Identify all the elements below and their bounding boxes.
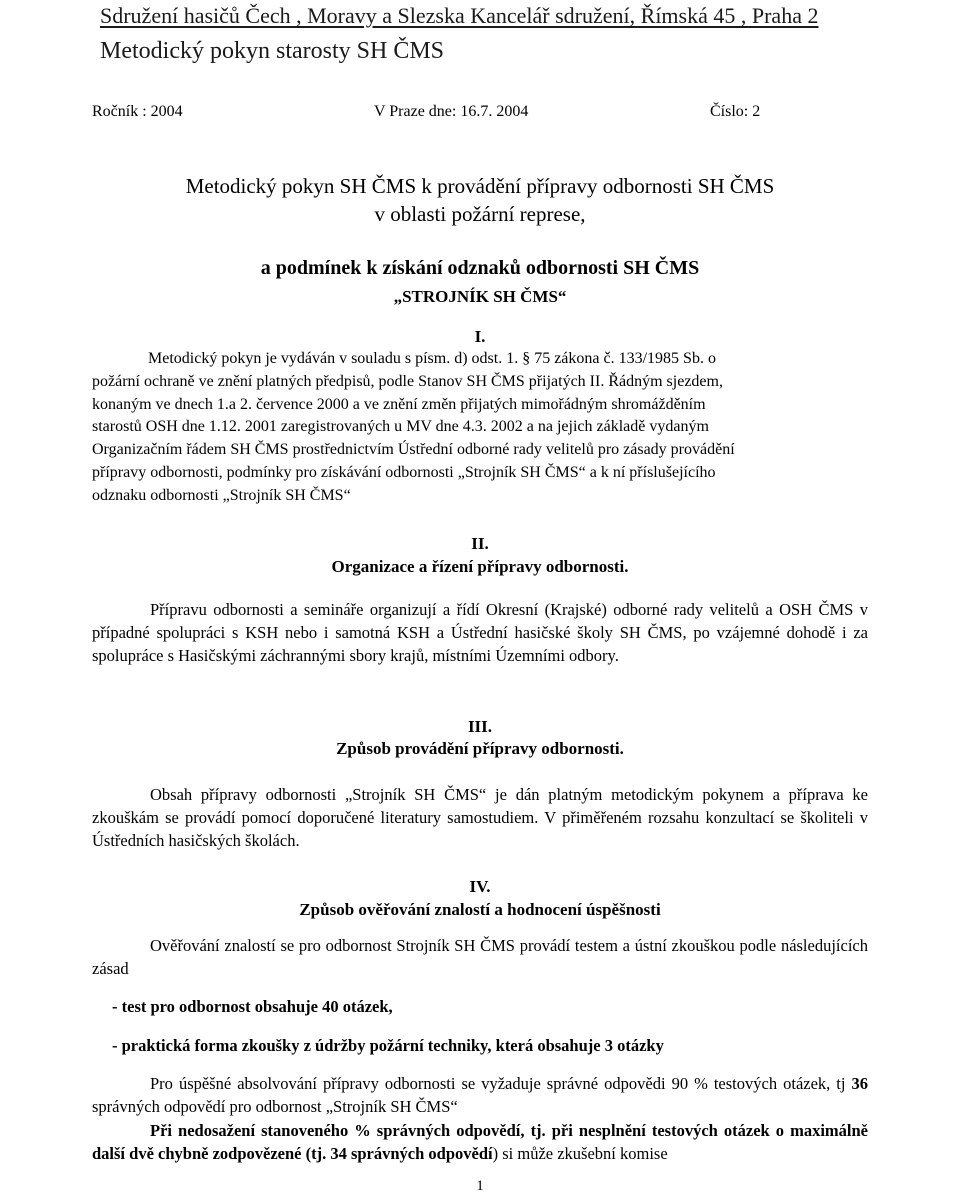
required-correct-count: 36 xyxy=(851,1074,868,1093)
section-1-number: I. xyxy=(474,327,486,346)
section-1-line: starostů OSH dne 1.12. 2001 zaregistrovaných u MV dne 4.3. 2002 a na jejich základě vydaným xyxy=(92,418,709,436)
section-4-body: Ověřování znalostí se pro odbornost Strojník SH ČMS provádí testem a ústní zkouškou podle následujících zásad xyxy=(92,936,868,978)
section-4-title: Způsob ověřování znalostí a hodnocení úspěšnosti xyxy=(299,900,661,919)
section-3-body: Obsah přípravy odbornosti „Strojník SH ČMS“ je dán platným metodickým pokynem a příprava ke zkouškám se provádí pomocí doporučené literatury samostudiem. V přiměřeném rozsahu konzultací se školiteli v Ústředních hasičských školách. xyxy=(92,785,868,850)
section-1-line: konaným ve dnech 1.a 2. července 2000 a ve znění změn přijatých mimořádným shromážděním xyxy=(92,395,706,413)
page-number: 1 xyxy=(476,1178,484,1194)
volume-label: Ročník : 2004 xyxy=(92,103,183,120)
requirement-item: - praktická forma zkoušky z údržby požární techniky, která obsahuje 3 otázky xyxy=(112,1036,664,1055)
organization-header: Sdružení hasičů Čech , Moravy a Slezska Kancelář sdružení, Římská 45 , Praha 2 xyxy=(100,3,819,28)
document-title-line-4: „STROJNÍK SH ČMS“ xyxy=(393,287,567,306)
section-1-body xyxy=(92,348,868,508)
document-title-line-2: v oblasti požární represe, xyxy=(374,202,586,226)
section-3-number: III. xyxy=(467,717,493,736)
section-2-title: Organizace a řízení přípravy odbornosti. xyxy=(331,557,629,576)
section-3-title: Způsob provádění přípravy odbornosti. xyxy=(336,739,624,758)
section-1-line: požární ochraně ve znění platných předpisů, podle Stanov SH ČMS přijatých II. Řádným sjezdem, xyxy=(92,372,723,390)
section-1-line: přípravy odbornosti, podmínky pro získávání odbornosti „Strojník SH ČMS“ a k ní příslušejícího xyxy=(92,463,716,481)
section-2-body: Přípravu odbornosti a semináře organizují a řídí Okresní (Krajské) odborné rady velitelů a OSH ČMS v případné spolupráci s KSH nebo i samotná KSH a Ústřední hasičské školy SH ČMS, po vzájemné dohodě i za spolupráce s Hasičskými záchrannými sbory krajů, místními Územními odbory. xyxy=(92,600,868,665)
requirement-item: - test pro odbornost obsahuje 40 otázek, xyxy=(112,997,393,1016)
failure-text-bold: Při nedosažení stanoveného % správných odpovědí, tj. při nesplnění testových otázek o maximálně další dvě chybně zodpovězené (tj. 34 správných odpovědí xyxy=(92,1121,868,1163)
place-date: V Praze dne: 16.7. 2004 xyxy=(374,103,529,120)
document-title-line-1: Metodický pokyn SH ČMS k provádění přípravy odbornosti SH ČMS xyxy=(185,174,775,198)
section-4-failure-paragraph xyxy=(92,1120,868,1166)
section-1-line: odznaku odbornosti „Strojník SH ČMS“ xyxy=(92,486,351,504)
section-4-success-paragraph xyxy=(92,1073,868,1119)
document-title-line-3: a podmínek k získání odznaků odbornosti SH ČMS xyxy=(260,257,700,279)
document-number: Číslo: 2 xyxy=(710,103,761,120)
section-1-line: Metodický pokyn je vydáván v souladu s písm. d) odst. 1. § 75 zákona č. 133/1985 Sb. o xyxy=(148,350,716,367)
success-text-end: správných odpovědí pro odbornost „Strojník SH ČMS“ xyxy=(92,1096,458,1116)
section-2-number: II. xyxy=(471,534,489,553)
section-1-line: Organizačním řádem SH ČMS prostřednictvím Ústřední odborné rady velitelů pro zásady provádění xyxy=(92,441,735,459)
section-4-number: IV. xyxy=(469,877,491,896)
failure-text-end: ) si může zkušební komise xyxy=(492,1143,668,1163)
success-text-start: Pro úspěšné absolvování přípravy odbornosti se vyžaduje správné odpovědi 90 % testových otázek, tj xyxy=(150,1074,852,1093)
series-title: Metodický pokyn starosty SH ČMS xyxy=(100,38,445,64)
